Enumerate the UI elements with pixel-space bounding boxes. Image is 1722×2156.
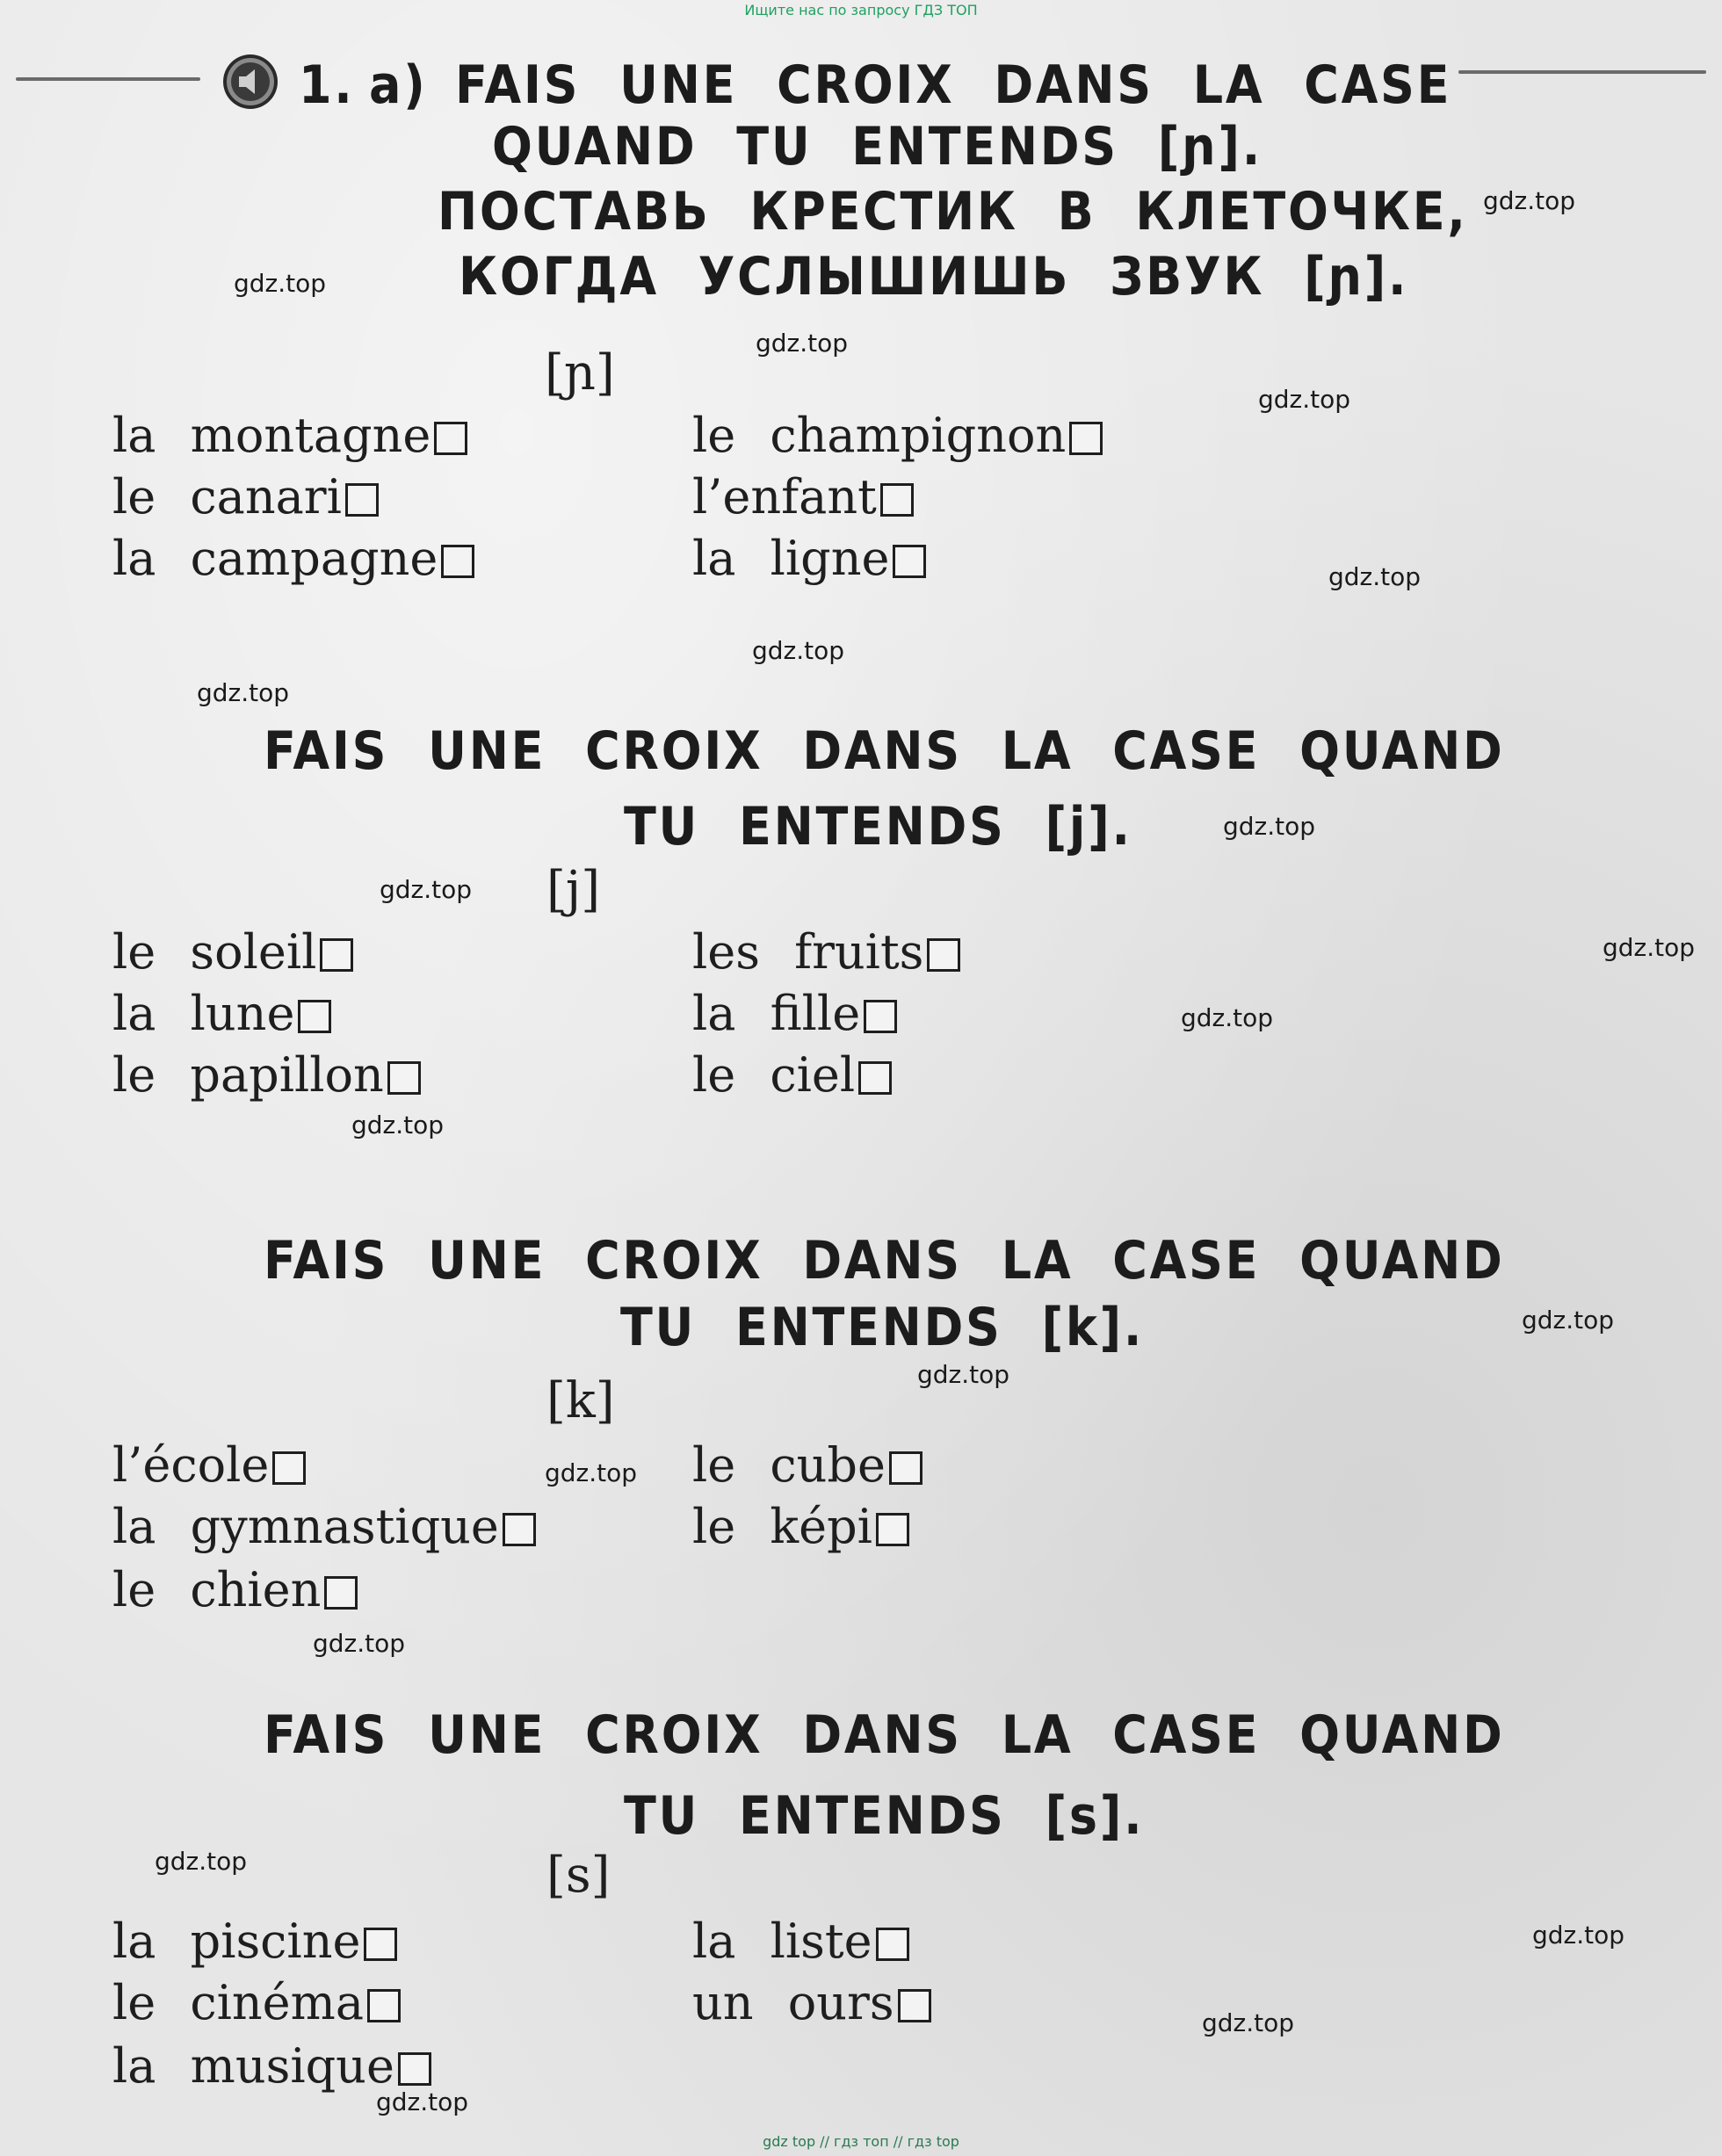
word-label: l’enfant <box>692 469 877 525</box>
watermark: gdz.top <box>380 875 473 904</box>
watermark: gdz.top <box>313 1629 406 1658</box>
word-label: la musique <box>112 2038 394 2094</box>
word-item[interactable] <box>112 1499 536 1554</box>
checkbox-icon[interactable] <box>364 1928 397 1961</box>
word-label: les fruits <box>692 924 924 980</box>
checkbox-icon[interactable] <box>398 2052 431 2086</box>
word-item[interactable] <box>112 2038 431 2094</box>
word-item[interactable] <box>692 1499 909 1554</box>
word-label: la lune <box>112 986 295 1041</box>
word-label: la ligne <box>692 531 890 586</box>
word-label: la gymnastique <box>112 1499 499 1554</box>
word-label: le ciel <box>692 1047 856 1103</box>
checkbox-icon[interactable] <box>880 483 914 517</box>
checkbox-icon[interactable] <box>441 545 474 578</box>
section-heading-line1: FAIS UNE CROIX DANS LA CASE QUAND <box>264 1230 1505 1291</box>
heading-ru-line1: ПОСТАВЬ КРЕСТИК В КЛЕТОЧКЕ, <box>438 181 1468 242</box>
word-item[interactable] <box>112 469 379 525</box>
checkbox-icon[interactable] <box>434 422 467 455</box>
watermark: gdz.top <box>1522 1306 1615 1335</box>
checkbox-icon[interactable] <box>298 1000 331 1033</box>
heading-fr-line2: QUAND TU ENTENDS [ɲ]. <box>492 116 1263 177</box>
checkbox-icon[interactable] <box>367 1989 401 2022</box>
checkbox-icon[interactable] <box>324 1576 358 1610</box>
word-item[interactable] <box>692 531 926 586</box>
watermark: gdz.top <box>1258 385 1351 414</box>
checkbox-icon[interactable] <box>272 1451 306 1485</box>
word-item[interactable] <box>112 1914 397 1969</box>
section-heading-line2: TU ENTENDS [s]. <box>624 1785 1145 1847</box>
section-heading-line1: FAIS UNE CROIX DANS LA CASE QUAND <box>264 1704 1505 1766</box>
watermark: gdz.top <box>1223 812 1316 841</box>
checkbox-icon[interactable] <box>858 1061 892 1095</box>
phoneme-label: [ɲ] <box>545 344 615 402</box>
top-banner[interactable]: Ищите нас по запросу ГДЗ ТОП <box>744 2 978 18</box>
checkbox-icon[interactable] <box>893 545 926 578</box>
word-item[interactable] <box>112 531 474 586</box>
word-label: le soleil <box>112 924 317 980</box>
word-item[interactable] <box>112 408 467 463</box>
watermark: gdz.top <box>234 269 327 298</box>
watermark: gdz.top <box>1483 186 1576 215</box>
word-item[interactable] <box>112 924 353 980</box>
word-label: la campagne <box>112 531 438 586</box>
word-label: la piscine <box>112 1914 361 1969</box>
section-heading-line2: TU ENTENDS [k]. <box>620 1297 1145 1358</box>
watermark: gdz.top <box>917 1360 1010 1389</box>
word-item[interactable] <box>112 1975 401 2030</box>
word-label: la montagne <box>112 408 431 463</box>
word-item[interactable] <box>692 1437 922 1493</box>
word-label: la liste <box>692 1914 872 1969</box>
word-label: le champignon <box>692 408 1067 463</box>
exercise-number: 1. <box>299 54 355 116</box>
word-item[interactable] <box>692 469 914 525</box>
phoneme-label: [k] <box>546 1372 615 1429</box>
checkbox-icon[interactable] <box>387 1061 421 1095</box>
checkbox-icon[interactable] <box>1069 422 1103 455</box>
checkbox-icon[interactable] <box>889 1451 922 1485</box>
word-item[interactable] <box>692 1975 931 2030</box>
watermark: gdz.top <box>351 1111 445 1139</box>
word-item[interactable] <box>692 986 897 1041</box>
checkbox-icon[interactable] <box>927 938 960 972</box>
word-label: le képi <box>692 1499 872 1554</box>
section-heading-line1: FAIS UNE CROIX DANS LA CASE QUAND <box>264 720 1505 782</box>
checkbox-icon[interactable] <box>876 1513 909 1546</box>
word-item[interactable] <box>692 1047 892 1103</box>
watermark: gdz.top <box>545 1458 638 1487</box>
watermark: gdz.top <box>1328 562 1422 591</box>
word-item[interactable] <box>692 924 960 980</box>
word-item[interactable] <box>112 1562 358 1617</box>
checkbox-icon[interactable] <box>864 1000 897 1033</box>
watermark: gdz.top <box>1181 1003 1274 1032</box>
checkbox-icon[interactable] <box>320 938 353 972</box>
word-item[interactable] <box>692 408 1103 463</box>
section-heading-line2: TU ENTENDS [j]. <box>624 796 1132 857</box>
word-item[interactable] <box>112 986 331 1041</box>
watermark: gdz.top <box>155 1847 248 1876</box>
word-label: l’école <box>112 1437 270 1493</box>
heading-fr-line1: FAIS UNE CROIX DANS LA CASE <box>455 54 1452 116</box>
word-label: le papillon <box>112 1047 384 1103</box>
watermark: gdz.top <box>1532 1921 1625 1950</box>
watermark: gdz.top <box>1202 2008 1295 2037</box>
word-label: le chien <box>112 1562 322 1617</box>
checkbox-icon[interactable] <box>898 1989 931 2022</box>
word-label: la fille <box>692 986 861 1041</box>
checkbox-icon[interactable] <box>345 483 379 517</box>
watermark: gdz.top <box>756 329 849 358</box>
word-label: le canari <box>112 469 342 525</box>
word-label: le cube <box>692 1437 886 1493</box>
checkbox-icon[interactable] <box>503 1513 536 1546</box>
phoneme-label: [j] <box>546 861 601 918</box>
watermark: gdz.top <box>197 678 290 707</box>
word-item[interactable] <box>112 1437 306 1493</box>
heading-ru-line2: КОГДА УСЛЫШИШЬ ЗВУК [ɲ]. <box>459 246 1409 307</box>
header-rule-right <box>1458 70 1706 74</box>
speaker-icon[interactable] <box>223 54 278 109</box>
header-rule-left <box>16 77 200 81</box>
word-item[interactable] <box>112 1047 421 1103</box>
watermark: gdz.top <box>1603 933 1696 962</box>
checkbox-icon[interactable] <box>876 1928 909 1961</box>
word-label: le cinéma <box>112 1975 365 2030</box>
bottom-banner[interactable]: gdz top // гдз топ // гдз top <box>763 2133 959 2150</box>
word-item[interactable] <box>692 1914 909 1969</box>
word-label: un ours <box>692 1975 894 2030</box>
watermark: gdz.top <box>752 636 845 665</box>
exercise-part: a) <box>369 54 428 116</box>
watermark: gdz.top <box>376 2087 469 2116</box>
phoneme-label: [s] <box>546 1847 611 1904</box>
